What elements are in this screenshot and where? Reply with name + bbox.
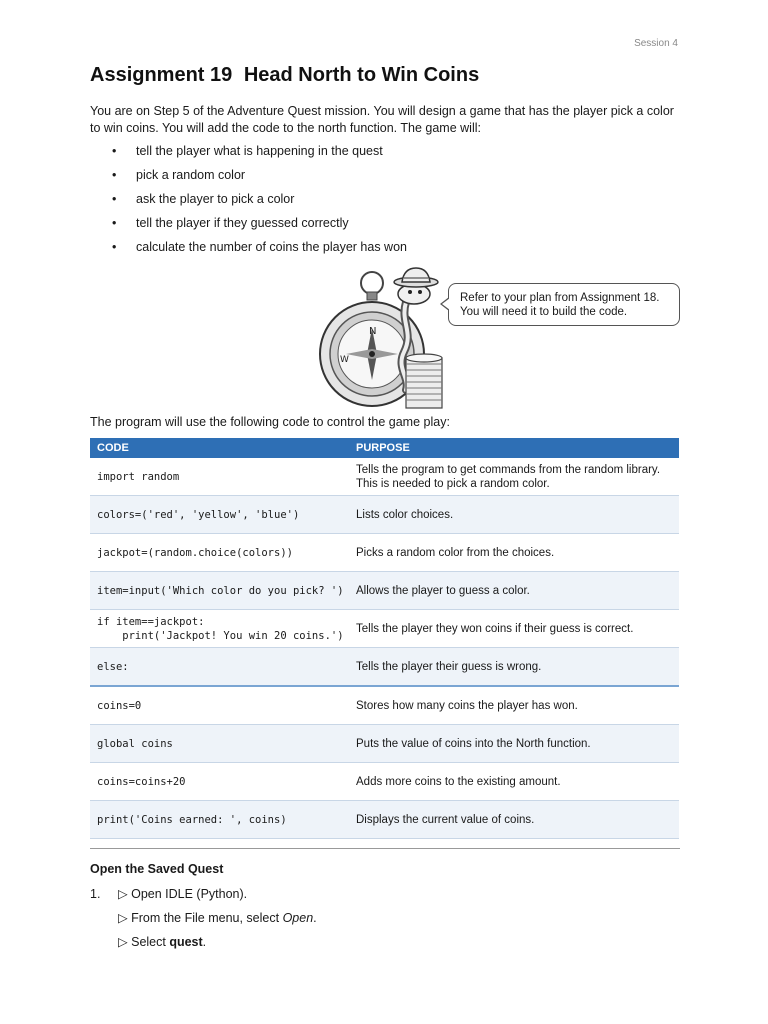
table-row [90,458,679,496]
code-cell: print('Coins earned: ', coins) [90,801,349,839]
purpose-cell: Lists color choices. [349,496,679,534]
table-row [90,801,679,839]
code-cell: coins=coins+20 [90,763,349,801]
purpose-cell: Picks a random color from the choices. [349,534,679,572]
step-text: Select quest. [131,935,207,949]
intro-paragraph: You are on Step 5 of the Adventure Quest mission. You will design a game that has the player pick a color to win coins. You will add the code to the north function. The game will: [90,104,674,135]
purpose-cell: Displays the current value of coins. [349,801,679,839]
goal-item: • pick a random color [112,165,407,189]
code-cell: colors=('red', 'yellow', 'blue') [90,496,349,534]
code-table [90,438,679,839]
table-row [90,725,679,763]
step-marker-icon: ▷ [118,935,128,949]
code-cell: item=input('Which color do you pick? ') [90,572,349,610]
compass-west-label: W [340,355,349,365]
bubble-line: You will need it to build the code. [460,306,628,318]
column-header-purpose: PURPOSE [349,438,679,458]
purpose-cell: Tells the player they won coins if their guess is correct. [349,610,679,648]
table-row [90,763,679,801]
purpose-cell: Adds more coins to the existing amount. [349,763,679,801]
coin-stack-icon [406,354,442,408]
goal-item: • tell the player if they guessed correctly [112,213,407,237]
purpose-cell: Puts the value of coins into the North function. [349,725,679,763]
goal-item: • ask the player to pick a color [112,189,407,213]
menu-item-name: Open [282,911,314,925]
code-cell: if item==jackpot: print('Jackpot! You win 20 coins.') [90,610,349,648]
table-row [90,572,679,610]
section-heading: Open the Saved Quest [90,862,224,876]
step-marker-icon: ▷ [118,887,128,901]
file-name: quest [169,935,203,949]
purpose-cell: Stores how many coins the player has won. [349,686,679,725]
code-cell: else: [90,648,349,687]
purpose-cell: Tells the program to get commands from the random library. This is needed to pick a random color. [349,458,679,496]
step-text: From the File menu, select Open. [131,911,317,925]
goal-item: • tell the player what is happening in the quest [112,141,407,165]
sub-step [118,934,206,949]
page-title [90,64,479,87]
table-row [90,648,679,687]
bubble-line: Refer to your plan from Assignment 18. [460,292,660,304]
section-divider [90,848,680,849]
code-cell: jackpot=(random.choice(colors)) [90,534,349,572]
table-row [90,496,679,534]
column-header-code: CODE [90,438,349,458]
goal-item: • calculate the number of coins the player has won [112,237,407,261]
compass-east-label: E [399,356,405,366]
purpose-cell: Allows the player to guess a color. [349,572,679,610]
speech-bubble [448,283,680,326]
table-row [90,686,679,725]
step-text: Open IDLE (Python). [131,887,248,901]
step-1 [90,886,247,901]
snake-compass-illustration [310,262,460,412]
purpose-cell: Tells the player their guess is wrong. [349,648,679,687]
compass-north-label: N [369,326,377,337]
session-label: Session 4 [634,38,678,49]
table-row [90,610,679,648]
code-cell: global coins [90,725,349,763]
table-row [90,534,679,572]
code-cell: coins=0 [90,686,349,725]
step-marker-icon: ▷ [118,911,128,925]
table-header-row [90,438,679,458]
sub-step [118,910,317,925]
step-number: 1. [90,887,101,901]
goal-list [112,141,407,261]
code-cell: import random [90,458,349,496]
table-intro: The program will use the following code to control the game play: [90,415,450,429]
assignment-title: Head North to Win Coins [243,64,480,86]
assignment-number: Assignment 19 [90,64,233,86]
